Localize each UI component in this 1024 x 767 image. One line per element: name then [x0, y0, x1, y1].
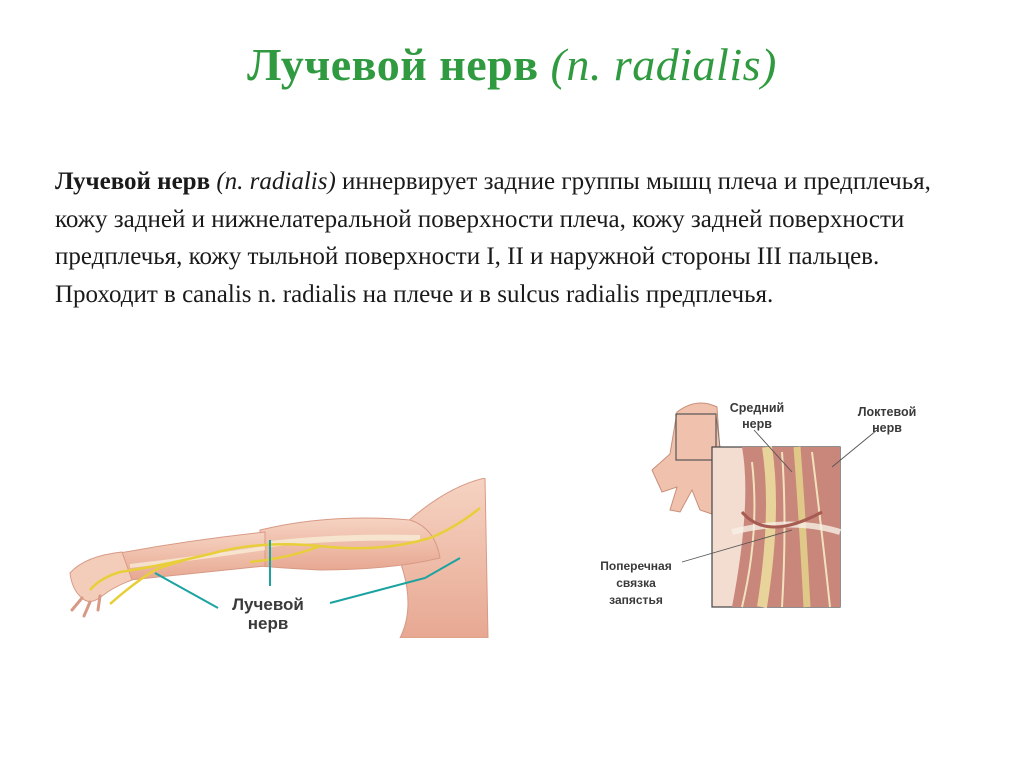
label-median-2: нерв — [742, 417, 772, 431]
slide-title — [0, 38, 1024, 91]
arm-label-line1: Лучевой — [232, 595, 304, 614]
arm-label-line2: нерв — [247, 614, 289, 633]
wrist-illustration — [592, 392, 932, 617]
arm-illustration — [60, 478, 490, 638]
paragraph-term-latin: (n. radialis) — [216, 168, 336, 195]
forearm-shape — [120, 532, 265, 580]
paragraph-text: иннервирует задние группы мышц плеча и предплечья, кожу задней и нижнелатеральной поверхности плеча, кожу задней поверхности предплечья, кожу тыльной поверхности I, II и наружной стороны III пальцев. Проходит в canalis n. radialis на плече и в sulcus radialis предплечья. — [55, 168, 931, 308]
label-ulnar-2: нерв — [872, 421, 902, 435]
title-main: Лучевой нерв — [247, 39, 539, 90]
paragraph-term: Лучевой нерв — [55, 168, 211, 195]
label-median-1: Средний — [729, 401, 785, 415]
label-ligament-1: Поперечная — [600, 559, 672, 573]
title-latin: (n. radialis) — [550, 39, 777, 90]
label-ligament-2: связка — [616, 576, 656, 590]
label-ligament-3: запястья — [609, 593, 663, 607]
description-paragraph — [55, 163, 985, 313]
label-ulnar-1: Локтевой — [857, 405, 917, 419]
